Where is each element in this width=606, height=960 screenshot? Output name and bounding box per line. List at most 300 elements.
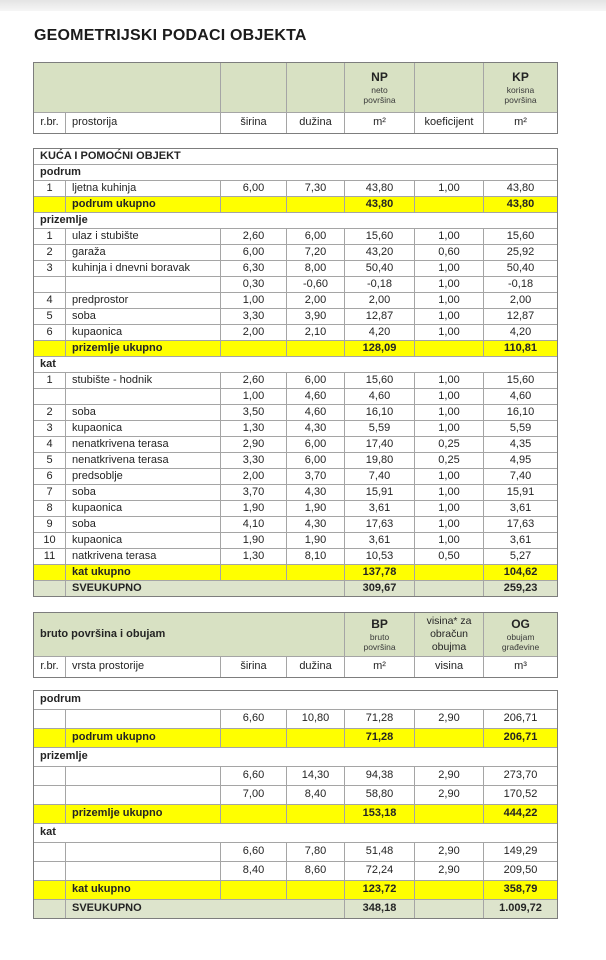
table-row — [34, 767, 558, 786]
cell-rbr: 3 — [34, 421, 66, 437]
volume-header-green-row — [34, 613, 558, 657]
cell-coefficient — [415, 881, 484, 900]
cell-width: 3,30 — [221, 453, 287, 469]
cell-rbr — [34, 581, 66, 597]
section-row — [34, 357, 558, 373]
cell-coefficient: 1,00 — [415, 261, 484, 277]
cell-coefficient — [415, 581, 484, 597]
cell-result: 43,80 — [484, 197, 558, 213]
cell-coefficient — [415, 729, 484, 748]
cell-rbr — [34, 843, 66, 862]
cell-result: 170,52 — [484, 786, 558, 805]
cell-rbr: 11 — [34, 549, 66, 565]
cell-area: 43,80 — [345, 197, 415, 213]
cell-coefficient: 0,50 — [415, 549, 484, 565]
cell-rbr — [34, 729, 66, 748]
scan-edge — [0, 0, 606, 11]
cell-length: 14,30 — [287, 767, 345, 786]
table-row — [34, 533, 558, 549]
cell-rbr: 2 — [34, 245, 66, 261]
cell-area: 50,40 — [345, 261, 415, 277]
cell-width: 1,00 — [221, 293, 287, 309]
table-row — [34, 786, 558, 805]
cell-coefficient — [415, 805, 484, 824]
cell-width: 7,00 — [221, 786, 287, 805]
cell-length: 8,00 — [287, 261, 345, 277]
cell-room — [66, 277, 221, 293]
cell-rbr: 1 — [34, 181, 66, 197]
cell-rbr — [34, 900, 66, 919]
np-header-cell — [345, 63, 415, 113]
cell-rbr — [34, 805, 66, 824]
cell-rbr — [34, 767, 66, 786]
kp-code-label: KP — [512, 69, 529, 84]
cell-room — [66, 767, 221, 786]
cell-width — [221, 341, 287, 357]
cell-result: 3,61 — [484, 501, 558, 517]
section-label: podrum — [34, 165, 558, 181]
areas-header-table — [33, 62, 558, 134]
cell-result: 17,63 — [484, 517, 558, 533]
cell-room: stubište - hodnik — [66, 373, 221, 389]
cell-room: kupaonica — [66, 421, 221, 437]
cell-area: 309,67 — [345, 581, 415, 597]
cell-rbr — [34, 881, 66, 900]
cell-coefficient: 1,00 — [415, 421, 484, 437]
cell-rbr — [34, 786, 66, 805]
cell-rbr: 4 — [34, 293, 66, 309]
cell-length: 4,30 — [287, 485, 345, 501]
cell-width — [221, 881, 287, 900]
section-label: podrum — [34, 691, 558, 710]
col-header-bp-unit: m² — [345, 657, 415, 678]
cell-length: 7,80 — [287, 843, 345, 862]
cell-room: predprostor — [66, 293, 221, 309]
table-row — [34, 437, 558, 453]
cell-width — [221, 197, 287, 213]
cell-width: 2,60 — [221, 373, 287, 389]
cell-room: soba — [66, 485, 221, 501]
cell-width: 8,40 — [221, 862, 287, 881]
cell-result: 209,50 — [484, 862, 558, 881]
cell-length: 8,10 — [287, 549, 345, 565]
cell-area: 51,48 — [345, 843, 415, 862]
cell-width: 1,30 — [221, 549, 287, 565]
cell-width: 1,30 — [221, 421, 287, 437]
table-row — [34, 373, 558, 389]
cell-room: soba — [66, 405, 221, 421]
table-row — [34, 389, 558, 405]
kp-sub-label-2: površina — [504, 95, 537, 105]
table-row — [34, 325, 558, 341]
col-header-height: visina — [415, 657, 484, 678]
cell-rbr: 5 — [34, 309, 66, 325]
cell-rbr — [34, 277, 66, 293]
cell-result: 2,00 — [484, 293, 558, 309]
cell-width: 1,90 — [221, 533, 287, 549]
cell-result: 3,61 — [484, 533, 558, 549]
cell-room: garaža — [66, 245, 221, 261]
og-code-label: OG — [511, 616, 530, 631]
subtotal-row — [34, 341, 558, 357]
table-row — [34, 421, 558, 437]
cell-room: predsoblje — [66, 469, 221, 485]
cell-area: 128,09 — [345, 341, 415, 357]
cell-width: 3,70 — [221, 485, 287, 501]
cell-area: 15,60 — [345, 229, 415, 245]
volume-column-header-row — [34, 657, 558, 678]
page-title: GEOMETRIJSKI PODACI OBJEKTA — [34, 27, 307, 44]
spacer — [33, 678, 573, 690]
table-row — [34, 843, 558, 862]
bp-header-cell — [345, 613, 415, 657]
cell-length — [287, 805, 345, 824]
cell-room: nenatkrivena terasa — [66, 453, 221, 469]
col-header-og-unit: m³ — [484, 657, 558, 678]
cell-room: soba — [66, 309, 221, 325]
cell-rbr: 4 — [34, 437, 66, 453]
table-row — [34, 453, 558, 469]
col-header-length: dužina — [287, 113, 345, 134]
cell-room — [66, 710, 221, 729]
cell-width: 3,30 — [221, 309, 287, 325]
cell-area: 2,00 — [345, 293, 415, 309]
visina-header-cell — [415, 613, 484, 657]
cell-area: 43,20 — [345, 245, 415, 261]
col-header-kp-unit: m² — [484, 113, 558, 134]
cell-result: 273,70 — [484, 767, 558, 786]
bp-sub-label-2: površina — [363, 642, 396, 652]
table-row — [34, 517, 558, 533]
cell-length — [287, 197, 345, 213]
cell-result: 4,35 — [484, 437, 558, 453]
cell-rbr: 7 — [34, 485, 66, 501]
cell-area: -0,18 — [345, 277, 415, 293]
table-row — [34, 549, 558, 565]
cell-result: 206,71 — [484, 710, 558, 729]
cell-coefficient: 1,00 — [415, 501, 484, 517]
cell-area: 3,61 — [345, 533, 415, 549]
cell-result: 104,62 — [484, 565, 558, 581]
cell-length: 4,30 — [287, 517, 345, 533]
kp-sub-label-1: korisna — [506, 84, 535, 95]
cell-coefficient: 2,90 — [415, 767, 484, 786]
cell-area: 15,91 — [345, 485, 415, 501]
empty-header-cell — [287, 63, 345, 113]
cell-coefficient: 1,00 — [415, 405, 484, 421]
col-header-coefficient: koeficijent — [415, 113, 484, 134]
cell-coefficient: 1,00 — [415, 293, 484, 309]
og-sub-label-2: građevine — [501, 642, 540, 652]
cell-result: -0,18 — [484, 277, 558, 293]
cell-rbr — [34, 710, 66, 729]
cell-area: 71,28 — [345, 710, 415, 729]
volume-table-title: bruto površina i obujam — [34, 613, 345, 657]
cell-result: 358,79 — [484, 881, 558, 900]
cell-length: 8,60 — [287, 862, 345, 881]
table-row — [34, 245, 558, 261]
cell-width: 1,00 — [221, 389, 287, 405]
table-row — [34, 710, 558, 729]
cell-area: 4,60 — [345, 389, 415, 405]
subtotal-row — [34, 197, 558, 213]
cell-result: 15,91 — [484, 485, 558, 501]
cell-result: 206,71 — [484, 729, 558, 748]
cell-coefficient: 0,25 — [415, 437, 484, 453]
cell-area: 58,80 — [345, 786, 415, 805]
cell-length — [287, 881, 345, 900]
cell-rbr: 8 — [34, 501, 66, 517]
col-header-length: dužina — [287, 657, 345, 678]
table-row — [34, 261, 558, 277]
section-row — [34, 824, 558, 843]
cell-width: 2,90 — [221, 437, 287, 453]
spacer — [33, 134, 573, 148]
cell-coefficient: 1,00 — [415, 389, 484, 405]
cell-area: 348,18 — [345, 900, 415, 919]
cell-result: 7,40 — [484, 469, 558, 485]
cell-area: 10,53 — [345, 549, 415, 565]
cell-coefficient: 1,00 — [415, 325, 484, 341]
cell-room: prizemlje ukupno — [66, 805, 221, 824]
cell-room: podrum ukupno — [66, 729, 221, 748]
cell-width: 0,30 — [221, 277, 287, 293]
cell-coefficient: 1,00 — [415, 373, 484, 389]
table-row — [34, 405, 558, 421]
cell-rbr: 1 — [34, 229, 66, 245]
cell-result: 4,20 — [484, 325, 558, 341]
cell-width: 1,90 — [221, 501, 287, 517]
table-row — [34, 469, 558, 485]
cell-result: 16,10 — [484, 405, 558, 421]
cell-area: 17,63 — [345, 517, 415, 533]
cell-area: 15,60 — [345, 373, 415, 389]
cell-rbr: 10 — [34, 533, 66, 549]
cell-width: 4,10 — [221, 517, 287, 533]
cell-room: ulaz i stubište — [66, 229, 221, 245]
cell-result: 4,95 — [484, 453, 558, 469]
empty-header-cell — [34, 63, 221, 113]
cell-room: kat ukupno — [66, 565, 221, 581]
cell-width — [221, 805, 287, 824]
cell-width: 6,60 — [221, 767, 287, 786]
cell-length: 6,00 — [287, 437, 345, 453]
bp-code-label: BP — [371, 616, 388, 631]
cell-coefficient: 1,00 — [415, 469, 484, 485]
subtotal-row — [34, 565, 558, 581]
col-header-room: prostorija — [66, 113, 221, 134]
cell-room: prizemlje ukupno — [66, 341, 221, 357]
col-header-width: širina — [221, 657, 287, 678]
cell-result: 15,60 — [484, 373, 558, 389]
cell-length: 4,60 — [287, 405, 345, 421]
cell-rbr: 6 — [34, 325, 66, 341]
cell-width — [221, 565, 287, 581]
cell-room: kupaonica — [66, 501, 221, 517]
cell-coefficient — [415, 900, 484, 919]
og-sub-label-1: obujam — [506, 631, 535, 642]
section-row — [34, 691, 558, 710]
np-sub-label-2: površina — [363, 95, 396, 105]
cell-width: 6,00 — [221, 181, 287, 197]
cell-room — [66, 862, 221, 881]
cell-coefficient: 1,00 — [415, 181, 484, 197]
cell-coefficient — [415, 565, 484, 581]
np-code-label: NP — [371, 69, 388, 84]
cell-result: 259,23 — [484, 581, 558, 597]
cell-length — [287, 341, 345, 357]
grandtotal-label: SVEUKUPNO — [66, 581, 345, 597]
areas-column-header-row — [34, 113, 558, 134]
cell-room — [66, 843, 221, 862]
cell-area: 19,80 — [345, 453, 415, 469]
cell-area: 7,40 — [345, 469, 415, 485]
section-row — [34, 165, 558, 181]
cell-area: 72,24 — [345, 862, 415, 881]
cell-length: 10,80 — [287, 710, 345, 729]
cell-length: 4,60 — [287, 389, 345, 405]
cell-coefficient — [415, 341, 484, 357]
cell-rbr — [34, 197, 66, 213]
cell-area: 17,40 — [345, 437, 415, 453]
table-row — [34, 293, 558, 309]
cell-width: 6,30 — [221, 261, 287, 277]
cell-room: nenatkrivena terasa — [66, 437, 221, 453]
cell-width: 3,50 — [221, 405, 287, 421]
cell-length: 3,70 — [287, 469, 345, 485]
cell-width: 2,60 — [221, 229, 287, 245]
cell-result: 149,29 — [484, 843, 558, 862]
cell-area: 137,78 — [345, 565, 415, 581]
cell-coefficient: 1,00 — [415, 517, 484, 533]
cell-width: 6,60 — [221, 843, 287, 862]
cell-rbr — [34, 862, 66, 881]
cell-length: 2,10 — [287, 325, 345, 341]
cell-room: podrum ukupno — [66, 197, 221, 213]
cell-coefficient: 2,90 — [415, 786, 484, 805]
cell-coefficient: 2,90 — [415, 862, 484, 881]
cell-area: 16,10 — [345, 405, 415, 421]
cell-rbr — [34, 341, 66, 357]
cell-coefficient: 1,00 — [415, 533, 484, 549]
table-row — [34, 501, 558, 517]
cell-length: 7,30 — [287, 181, 345, 197]
cell-length: 2,00 — [287, 293, 345, 309]
grandtotal-label: SVEUKUPNO — [66, 900, 345, 919]
cell-length: -0,60 — [287, 277, 345, 293]
col-header-width: širina — [221, 113, 287, 134]
empty-header-cell — [415, 63, 484, 113]
subtotal-row — [34, 729, 558, 748]
col-header-room-type: vrsta prostorije — [66, 657, 221, 678]
cell-result: 110,81 — [484, 341, 558, 357]
section-label: kat — [34, 357, 558, 373]
section-row — [34, 213, 558, 229]
cell-area: 43,80 — [345, 181, 415, 197]
cell-coefficient: 1,00 — [415, 277, 484, 293]
section-label: kat — [34, 824, 558, 843]
cell-result: 15,60 — [484, 229, 558, 245]
cell-result: 12,87 — [484, 309, 558, 325]
cell-result: 1.009,72 — [484, 900, 558, 919]
cell-area: 12,87 — [345, 309, 415, 325]
section-row — [34, 149, 558, 165]
grandtotal-row — [34, 581, 558, 597]
cell-coefficient: 2,90 — [415, 710, 484, 729]
cell-area: 71,28 — [345, 729, 415, 748]
areas-table — [33, 148, 558, 597]
cell-area: 3,61 — [345, 501, 415, 517]
table-row — [34, 862, 558, 881]
cell-result: 5,59 — [484, 421, 558, 437]
table-row — [34, 309, 558, 325]
cell-coefficient — [415, 197, 484, 213]
cell-length: 8,40 — [287, 786, 345, 805]
cell-room: ljetna kuhinja — [66, 181, 221, 197]
cell-width: 6,00 — [221, 245, 287, 261]
visina-label-1: visina* za — [426, 615, 472, 628]
table-row — [34, 485, 558, 501]
cell-result: 43,80 — [484, 181, 558, 197]
section-row — [34, 748, 558, 767]
cell-rbr: 3 — [34, 261, 66, 277]
col-header-rbr: r.br. — [34, 657, 66, 678]
cell-length — [287, 565, 345, 581]
cell-length: 6,00 — [287, 453, 345, 469]
cell-rbr — [34, 389, 66, 405]
empty-header-cell — [221, 63, 287, 113]
section-label: prizemlje — [34, 748, 558, 767]
cell-area: 153,18 — [345, 805, 415, 824]
volume-table — [33, 690, 558, 919]
col-header-np-unit: m² — [345, 113, 415, 134]
cell-coefficient: 0,25 — [415, 453, 484, 469]
cell-result: 25,92 — [484, 245, 558, 261]
bp-sub-label-1: bruto — [369, 631, 390, 642]
cell-room: kupaonica — [66, 533, 221, 549]
cell-result: 4,60 — [484, 389, 558, 405]
cell-length — [287, 729, 345, 748]
cell-area: 5,59 — [345, 421, 415, 437]
col-header-rbr: r.br. — [34, 113, 66, 134]
og-header-cell — [484, 613, 558, 657]
spacer — [33, 597, 573, 612]
cell-coefficient: 1,00 — [415, 485, 484, 501]
cell-rbr: 6 — [34, 469, 66, 485]
cell-rbr: 2 — [34, 405, 66, 421]
cell-room: kuhinja i dnevni boravak — [66, 261, 221, 277]
table-row — [34, 277, 558, 293]
volume-header-table — [33, 612, 558, 678]
cell-coefficient: 1,00 — [415, 309, 484, 325]
cell-length: 1,90 — [287, 533, 345, 549]
cell-length: 7,20 — [287, 245, 345, 261]
grandtotal-row — [34, 900, 558, 919]
cell-result: 50,40 — [484, 261, 558, 277]
kp-header-cell — [484, 63, 558, 113]
cell-area: 123,72 — [345, 881, 415, 900]
cell-width — [221, 729, 287, 748]
cell-length: 6,00 — [287, 373, 345, 389]
cell-width: 2,00 — [221, 325, 287, 341]
cell-result: 5,27 — [484, 549, 558, 565]
cell-area: 4,20 — [345, 325, 415, 341]
cell-result: 444,22 — [484, 805, 558, 824]
cell-area: 94,38 — [345, 767, 415, 786]
np-sub-label-1: neto — [371, 84, 388, 95]
subtotal-row — [34, 805, 558, 824]
cell-room — [66, 786, 221, 805]
